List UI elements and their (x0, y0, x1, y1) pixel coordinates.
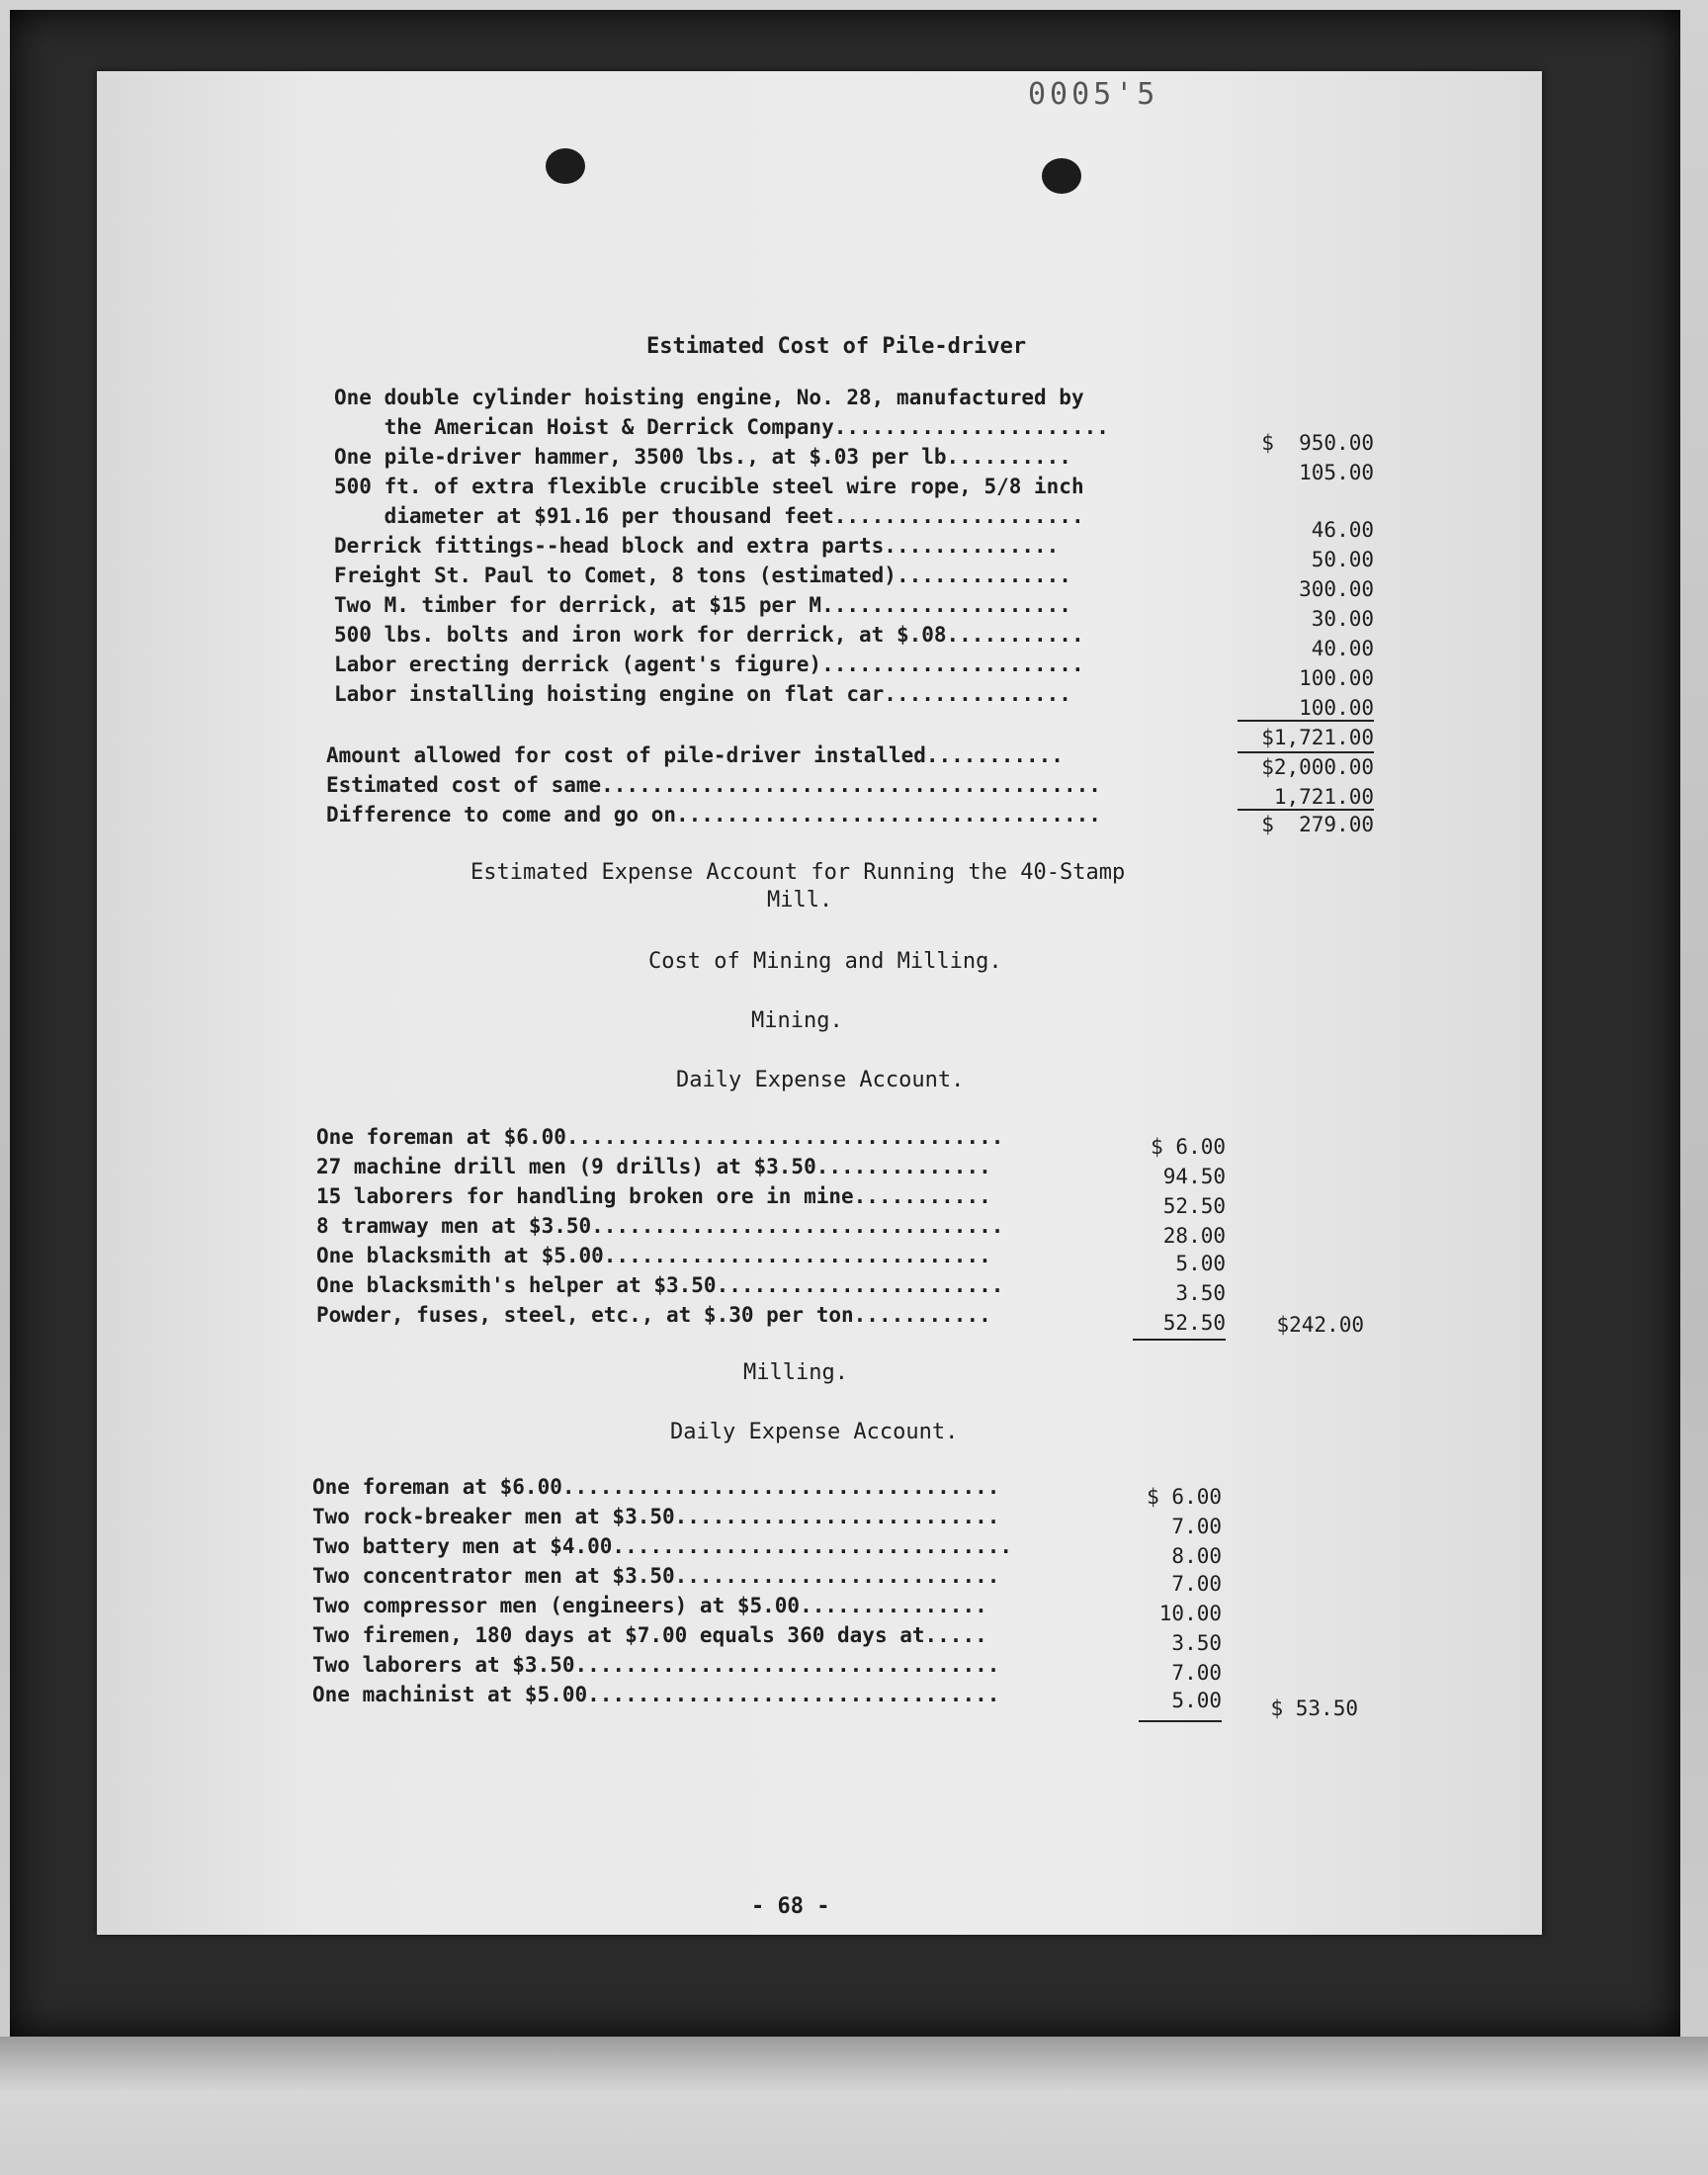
list-item-amount: 94.50 (1162, 1165, 1226, 1188)
list-item-text: 8 tramway men at $3.50................................. (316, 1214, 1004, 1238)
list-item-text: Derrick fittings--head block and extra parts.............. (334, 534, 1060, 558)
list-item-amount: 100.00 (1299, 666, 1374, 690)
list-item-amount: $ 6.00 (1147, 1485, 1222, 1509)
list-item-text: 27 machine drill men (9 drills) at $3.50.............. (316, 1155, 991, 1178)
list-item-text: Labor installing hoisting engine on flat car............... (334, 682, 1071, 706)
list-item-amount: 3.50 (1175, 1281, 1226, 1305)
milling-heading: Milling. (743, 1360, 848, 1385)
list-item-amount: 40.00 (1311, 637, 1374, 660)
punch-hole-left (546, 148, 585, 184)
list-item-text: 15 laborers for handling broken ore in mine........... (316, 1184, 991, 1208)
pile-driver-title: Estimated Cost of Pile-driver (646, 334, 1027, 359)
list-item-amount: 5.00 (1171, 1689, 1222, 1712)
list-item-amount: 105.00 (1299, 461, 1374, 484)
pile-driver-total: $1,721.00 (1261, 726, 1374, 749)
list-item-text: One machinist at $5.00................................. (312, 1683, 1000, 1706)
list-item-text: One blacksmith at $5.00............................... (316, 1244, 991, 1267)
list-item-text: Freight St. Paul to Comet, 8 tons (estimated).............. (334, 564, 1071, 587)
milling-account-heading: Daily Expense Account. (670, 1420, 959, 1444)
list-item-amount: $ 6.00 (1151, 1135, 1226, 1159)
list-item-text: One foreman at $6.00................................... (316, 1125, 1004, 1149)
list-item-text: One blacksmith's helper at $3.50....................... (316, 1273, 1004, 1297)
list-item-text: 500 lbs. bolts and iron work for derrick, at $.08........... (334, 623, 1084, 647)
list-item-amount: 5.00 (1175, 1252, 1226, 1275)
mill-title: Estimated Expense Account for Running the 40-Stamp (470, 860, 1126, 885)
milling-total: $ 53.50 (1270, 1696, 1358, 1720)
summary-amount: $ 279.00 (1261, 813, 1374, 836)
summary-amount: 1,721.00 (1273, 785, 1374, 809)
list-item-text: Two rock-breaker men at $3.50.......................... (312, 1505, 1000, 1528)
list-item-amount: 8.00 (1171, 1544, 1222, 1568)
summary-amount: $2,000.00 (1261, 755, 1374, 779)
list-item-text: One foreman at $6.00................................... (312, 1475, 1000, 1499)
document-number: 0005'5 (1028, 77, 1159, 112)
list-item-amount: 50.00 (1311, 548, 1374, 571)
list-item-text: Labor erecting derrick (agent's figure)..................... (334, 652, 1084, 676)
list-item-text: One double cylinder hoisting engine, No. 28, manufactured by (334, 386, 1084, 409)
scan-bottom-margin (0, 2037, 1708, 2175)
summary-text: Difference to come and go on.................................. (326, 803, 1101, 826)
mill-title-continued: Mill. (767, 888, 833, 913)
list-item-text: Two battery men at $4.00................................ (312, 1534, 1013, 1558)
list-item-text: 500 ft. of extra flexible crucible steel wire rope, 5/8 inch (334, 475, 1084, 498)
mill-subtitle: Cost of Mining and Milling. (648, 949, 1002, 974)
list-item-amount: 7.00 (1171, 1515, 1222, 1538)
subtotal-rule (1238, 720, 1374, 722)
list-item-amount: 46.00 (1311, 518, 1374, 542)
list-item-amount: 28.00 (1162, 1224, 1226, 1248)
mining-total: $242.00 (1276, 1313, 1364, 1337)
list-item-text: diameter at $91.16 per thousand feet.................... (334, 504, 1084, 528)
list-item-amount: 100.00 (1299, 696, 1374, 720)
list-item-text: Two M. timber for derrick, at $15 per M.................... (334, 593, 1071, 617)
list-item-text: Two laborers at $3.50.................................. (312, 1653, 1000, 1677)
list-item-text: Powder, fuses, steel, etc., at $.30 per ton........... (316, 1303, 991, 1327)
summary-text: Estimated cost of same........................................ (326, 773, 1101, 797)
list-item-amount: 52.50 (1162, 1311, 1226, 1335)
list-item-text: One pile-driver hammer, 3500 lbs., at $.03 per lb.......... (334, 445, 1071, 469)
list-item-text: Two concentrator men at $3.50.......................... (312, 1564, 1000, 1588)
mining-account-heading: Daily Expense Account. (676, 1068, 965, 1092)
list-item-amount: 7.00 (1171, 1661, 1222, 1685)
list-item-amount: 3.50 (1171, 1631, 1222, 1655)
page-number: - 68 - (751, 1894, 830, 1919)
list-item-amount: 300.00 (1299, 577, 1374, 601)
summary-text: Amount allowed for cost of pile-driver installed........... (326, 743, 1064, 767)
list-item-amount: 7.00 (1171, 1572, 1222, 1596)
punch-hole-right (1042, 158, 1081, 194)
list-item-amount: 52.50 (1162, 1194, 1226, 1218)
list-item-amount: 30.00 (1311, 607, 1374, 631)
list-item-text: Two firemen, 180 days at $7.00 equals 360 days at..... (312, 1623, 987, 1647)
mining-total-rule (1133, 1339, 1226, 1341)
list-item-amount: 10.00 (1158, 1602, 1222, 1625)
list-item-text: Two compressor men (engineers) at $5.00............... (312, 1594, 987, 1617)
mining-heading: Mining. (751, 1008, 843, 1033)
milling-total-rule (1139, 1720, 1222, 1722)
list-item-amount: $ 950.00 (1261, 431, 1374, 455)
list-item-text: the American Hoist & Derrick Company...................... (334, 415, 1109, 439)
